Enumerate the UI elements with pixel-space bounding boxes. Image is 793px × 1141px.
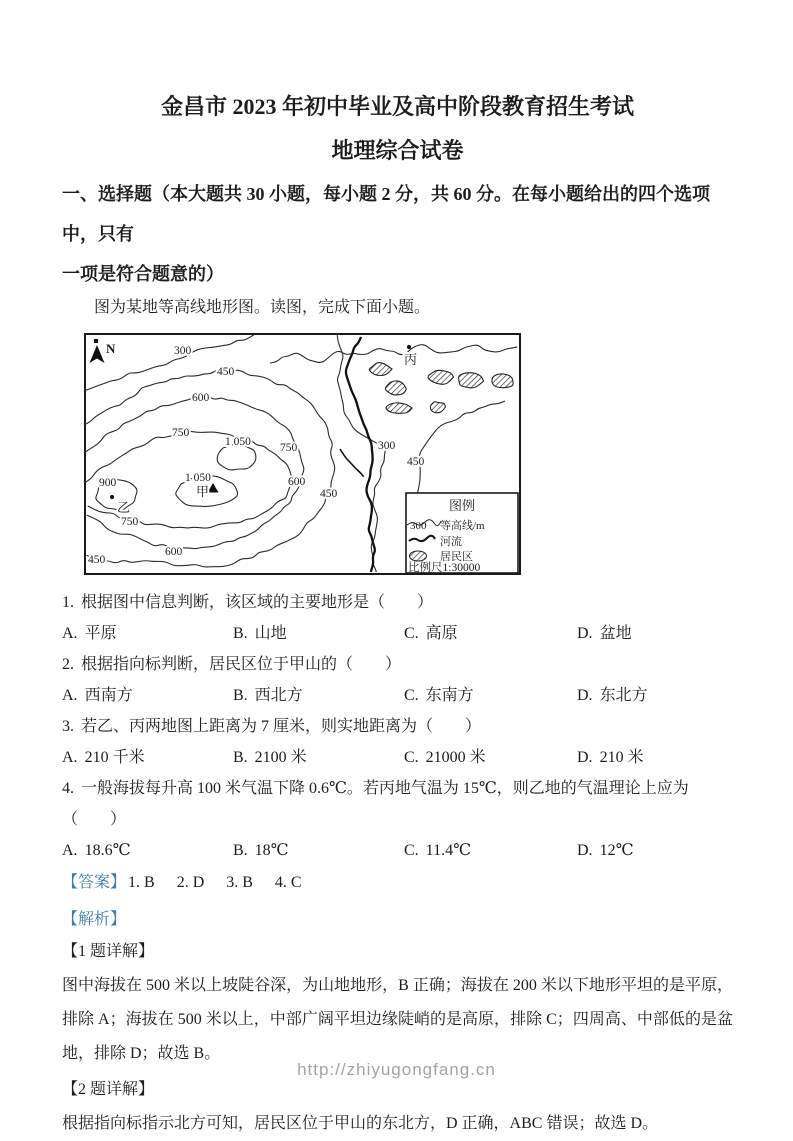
north-letter: N — [106, 341, 116, 356]
detail-1-heading: 【1 题详解】 — [62, 943, 155, 960]
contour-map-figure — [84, 333, 521, 575]
option-a: A. 西南方 — [62, 687, 133, 704]
option-b: B. 18℃ — [233, 842, 289, 859]
contour-label: 450 — [320, 488, 338, 500]
contour-label: 1 050 — [225, 436, 251, 448]
detail-1-text: 图中海拔在 500 米以上坡陡谷深，为山地地形，B 正确；海拔在 200 米以下地形平坦的是平原，排除 A；海拔在 500 米以上，中部广阔平坦边缘陡峭的是高原，排除 C；四周高、中部低的是盆地，排除 D；故选 B。 — [62, 977, 733, 1062]
question-1 — [62, 587, 733, 618]
point-bing-dot — [407, 345, 411, 349]
option-d: D. 210 米 — [577, 749, 644, 766]
point-bing: 丙 — [404, 352, 418, 367]
option-b: B. 西北方 — [233, 687, 303, 704]
contour-label: 750 — [280, 442, 298, 454]
legend-residential-label: 居民区 — [440, 551, 473, 563]
question-group-intro: 图为某地等高线地形图。读图，完成下面小题。 — [94, 299, 431, 316]
question-number: 1. — [62, 594, 74, 611]
option-d: D. 盆地 — [577, 625, 632, 642]
contour-label: 900 — [99, 477, 117, 489]
question-text: 根据指向标判断，居民区位于甲山的（ ） — [81, 656, 402, 673]
question-number: 3. — [62, 718, 74, 735]
page-subtitle: 地理综合试卷 — [331, 138, 464, 163]
option-b: B. 2100 米 — [233, 749, 307, 766]
option-b: B. 山地 — [233, 625, 287, 642]
contour-label: 1 050 — [185, 472, 211, 484]
section-heading-line1: 一、选择题（本大题共 30 小题，每小题 2 分，共 60 分。在每小题给出的四个选项中，只有 — [62, 184, 710, 244]
legend-scale: 比例尺1:30000 — [408, 562, 481, 574]
contour-label: 450 — [217, 366, 235, 378]
answer-item: 1. B — [128, 874, 155, 891]
question-text: 一般海拔每升高 100 米气温下降 0.6℃。若丙地气温为 15℃，则乙地的气温理论上应为（ ） — [62, 780, 689, 828]
question-text: 根据图中信息判断，该区域的主要地形是（ ） — [81, 594, 434, 611]
contour-label: 750 — [121, 516, 139, 528]
question-1-options — [62, 618, 733, 649]
legend-contour-label: 等高线/m — [440, 520, 485, 532]
map-legend — [406, 493, 518, 574]
legend-title: 图例 — [448, 498, 476, 513]
answer-label: 【答案】 — [62, 874, 127, 891]
question-2-options — [62, 680, 733, 711]
contour-label: 300 — [174, 345, 192, 357]
legend-residential-swatch — [410, 551, 427, 561]
contour-label: 600 — [288, 476, 306, 488]
question-number: 4. — [62, 780, 74, 797]
contour-label: 300 — [378, 440, 396, 452]
question-2 — [62, 649, 733, 680]
contour-map — [84, 333, 521, 575]
contour-label: 600 — [192, 392, 210, 404]
answer-item: 2. D — [176, 874, 205, 891]
detail-2-text: 根据指向标指示北方可知，居民区位于甲山的东北方，D 正确，ABC 错误；故选 D。 — [62, 1115, 659, 1132]
contour-label: 600 — [165, 546, 183, 558]
analysis-label: 【解析】 — [62, 911, 127, 928]
option-d: D. 东北方 — [577, 687, 648, 704]
question-number: 2. — [62, 656, 74, 673]
option-c: C. 高原 — [404, 625, 458, 642]
option-c: C. 11.4℃ — [404, 842, 471, 859]
option-a: A. 210 千米 — [62, 749, 145, 766]
answer-row — [62, 867, 733, 898]
point-yi: 乙 — [117, 500, 131, 515]
question-4 — [62, 773, 733, 835]
contour-label: 450 — [88, 554, 106, 566]
option-a: A. 平原 — [62, 625, 117, 642]
question-4-options — [62, 835, 733, 866]
option-a: A. 18.6℃ — [62, 842, 131, 859]
section-heading-line2: 一项是符合题意的） — [62, 264, 224, 284]
point-yi-dot — [110, 495, 114, 499]
legend-river-label: 河流 — [440, 536, 462, 548]
contour-label: 450 — [407, 456, 425, 468]
question-text: 若乙、丙两地图上距离为 7 厘米，则实地距离为（ ） — [81, 718, 482, 735]
answer-item: 4. C — [274, 874, 302, 891]
question-3 — [62, 711, 733, 742]
option-c: C. 东南方 — [404, 687, 474, 704]
question-3-options — [62, 742, 733, 773]
option-c: C. 21000 米 — [404, 749, 486, 766]
legend-contour-sample: 300 — [410, 520, 427, 532]
answer-item: 3. B — [226, 874, 253, 891]
watermark: http://zhiyugongfang.cn — [297, 1060, 496, 1079]
option-d: D. 12℃ — [577, 842, 634, 859]
detail-2-heading: 【2 题详解】 — [62, 1081, 155, 1098]
point-jia: 甲 — [196, 484, 210, 499]
contour-label: 750 — [172, 427, 190, 439]
page-title: 金昌市 2023 年初中毕业及高中阶段教育招生考试 — [160, 94, 634, 119]
